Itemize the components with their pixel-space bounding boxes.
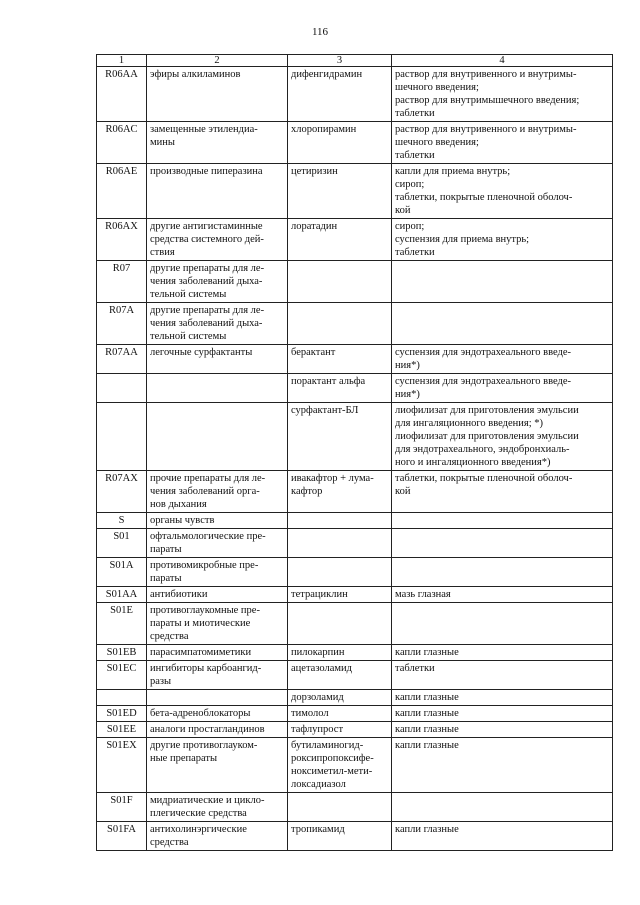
dosage-form-cell [392,706,613,722]
atc-code-cell-text: S01EB [106,647,137,658]
drug-name-cell-text: порактант альфа [291,376,366,387]
atc-code-cell-text: S01EC [106,663,137,674]
dosage-form-cell [392,513,613,529]
dosage-form-cell [392,261,613,303]
column-header: 3 [288,55,392,67]
group-name-cell-text: производные пиперазина [150,166,263,177]
drug-name-cell [288,374,392,403]
group-name-cell [147,219,288,261]
dosage-form-cell-text: суспензия для эндотрахеального введе- ния*) [395,347,572,371]
group-name-cell [147,661,288,690]
drug-name-cell-text: берактант [291,347,336,358]
dosage-form-cell-text: мазь глазная [395,589,451,600]
drug-name-cell-text: бутиламиногид- роксипропоксифе- ноксиметил-мети- локсадиазол [291,740,374,790]
group-name-cell [147,587,288,603]
table-row [97,345,613,374]
group-name-cell [147,738,288,793]
group-name-cell-text: антихолинэргические средства [150,824,247,848]
atc-code-cell-text: R07AA [105,347,138,358]
dosage-form-cell [392,122,613,164]
dosage-form-cell [392,645,613,661]
group-name-cell [147,722,288,738]
column-header: 1 [97,55,147,67]
atc-code-cell [97,374,147,403]
drug-name-cell [288,722,392,738]
drug-name-cell [288,529,392,558]
atc-code-cell [97,706,147,722]
table-row [97,822,613,851]
atc-code-cell-text: S01EE [106,724,137,735]
group-name-cell-text: другие препараты для ле- чения заболеваний дыха- тельной системы [150,305,265,342]
dosage-form-cell-text: таблетки, покрытые пленочной оболоч- кой [395,473,573,497]
group-name-cell [147,471,288,513]
drug-name-cell [288,603,392,645]
dosage-form-cell [392,403,613,471]
atc-code-cell [97,793,147,822]
column-header: 2 [147,55,288,67]
dosage-form-cell [392,219,613,261]
atc-code-cell [97,690,147,706]
atc-code-cell-text: R07 [112,263,131,274]
atc-code-cell [97,471,147,513]
group-name-cell [147,345,288,374]
drug-name-cell-text: хлоропирамин [291,124,357,135]
atc-code-cell-text: R06AX [105,221,138,232]
dosage-form-cell-text: капли глазные [395,647,459,658]
group-name-cell [147,513,288,529]
dosage-form-cell-text: лиофилизат для приготовления эмульсии для ингаляционного введения; *) лиофилизат для приготовления эмульсии для эндотрахеального, эндобронхиаль- ного и ингаляционного введения*) [395,405,579,468]
dosage-form-cell-text: капли глазные [395,708,459,719]
atc-code-cell [97,738,147,793]
group-name-cell [147,822,288,851]
dosage-form-cell-text: таблетки [395,663,435,674]
group-name-cell [147,303,288,345]
dosage-form-cell-text: капли глазные [395,692,459,703]
dosage-form-cell-text: раствор для внутривенного и внутримы- шечного введения; раствор для внутримышечного введения; таблетки [395,69,580,119]
atc-code-cell [97,303,147,345]
drug-name-cell [288,513,392,529]
group-name-cell-text: аналоги простагландинов [150,724,265,735]
table-row [97,374,613,403]
dosage-form-cell-text: капли глазные [395,824,459,835]
table-row [97,67,613,122]
atc-code-cell-text: S01ED [106,708,137,719]
group-name-cell [147,558,288,587]
dosage-form-cell-text: капли глазные [395,740,459,751]
drug-name-cell [288,345,392,374]
dosage-form-cell [392,822,613,851]
table-row [97,706,613,722]
table-row [97,558,613,587]
group-name-cell [147,645,288,661]
drug-name-cell-text: сурфактант-БЛ [291,405,359,416]
drug-name-cell-text: лоратадин [291,221,338,232]
group-name-cell [147,403,288,471]
dosage-form-cell [392,303,613,345]
atc-code-cell-text: S01F [110,795,133,806]
table-row [97,529,613,558]
dosage-form-cell [392,529,613,558]
dosage-form-cell [392,603,613,645]
dosage-form-cell-text: суспензия для эндотрахеального введе- ния*) [395,376,572,400]
table-header-row [97,55,613,67]
atc-code-cell [97,67,147,122]
drug-name-cell [288,661,392,690]
drug-name-cell [288,403,392,471]
atc-code-cell [97,722,147,738]
atc-code-cell-text: S01 [113,531,130,542]
group-name-cell-text: противомикробные пре- параты [150,560,259,584]
atc-code-cell [97,403,147,471]
atc-code-cell [97,558,147,587]
table-row [97,603,613,645]
group-name-cell-text: прочие препараты для ле- чения заболеваний орга- нов дыхания [150,473,266,510]
table-row [97,690,613,706]
table-row [97,513,613,529]
dosage-form-cell [392,793,613,822]
drug-name-cell [288,793,392,822]
group-name-cell [147,690,288,706]
table-row [97,793,613,822]
dosage-form-cell [392,587,613,603]
drug-name-cell-text: тафлупрост [291,724,344,735]
atc-code-cell [97,261,147,303]
group-name-cell [147,603,288,645]
group-name-cell [147,529,288,558]
table-row [97,303,613,345]
column-header: 4 [392,55,613,67]
group-name-cell-text: другие препараты для ле- чения заболеваний дыха- тельной системы [150,263,265,300]
dosage-form-cell [392,661,613,690]
drug-name-cell [288,587,392,603]
drug-name-cell [288,261,392,303]
dosage-form-cell-text: капли для приема внутрь; сироп; таблетки, покрытые пленочной оболоч- кой [395,166,573,216]
drug-name-cell-text: тимолол [291,708,329,719]
group-name-cell [147,122,288,164]
atc-code-cell [97,822,147,851]
atc-code-cell [97,122,147,164]
group-name-cell-text: антибиотики [150,589,208,600]
dosage-form-cell [392,471,613,513]
group-name-cell [147,261,288,303]
drug-classification-table [96,54,613,851]
atc-code-cell-text: S01EX [106,740,137,751]
table-body [97,67,613,851]
table-row [97,738,613,793]
group-name-cell-text: органы чувств [150,515,215,526]
atc-code-cell [97,645,147,661]
group-name-cell [147,67,288,122]
drug-name-cell [288,706,392,722]
dosage-form-cell [392,164,613,219]
drug-name-cell-text: тропикамид [291,824,345,835]
atc-code-cell [97,164,147,219]
drug-name-cell-text: дорзоламид [291,692,344,703]
atc-code-cell-text: S01A [109,560,134,571]
group-name-cell-text: легочные сурфактанты [150,347,253,358]
atc-code-cell [97,345,147,374]
dosage-form-cell [392,374,613,403]
atc-code-cell-text: S01AA [105,589,138,600]
atc-code-cell [97,513,147,529]
group-name-cell [147,164,288,219]
group-name-cell-text: парасимпатомиметики [150,647,252,658]
drug-name-cell [288,164,392,219]
dosage-form-cell-text: капли глазные [395,724,459,735]
table-row [97,122,613,164]
table-row [97,587,613,603]
drug-name-cell-text: ацетазоламид [291,663,353,674]
drug-name-cell-text: дифенгидрамин [291,69,363,80]
drug-name-cell-text: ивакафтор + лума- кафтор [291,473,374,497]
dosage-form-cell-text: раствор для внутривенного и внутримы- шечного введения; таблетки [395,124,577,161]
group-name-cell-text: мидриатические и цикло- плегические средства [150,795,265,819]
drug-name-cell-text: пилокарпин [291,647,345,658]
drug-name-cell [288,122,392,164]
atc-code-cell-text: R06AC [105,124,138,135]
drug-name-cell [288,822,392,851]
drug-name-cell [288,645,392,661]
table-row [97,645,613,661]
drug-name-cell-text: тетрациклин [291,589,348,600]
drug-name-cell [288,219,392,261]
drug-name-cell-text: цетиризин [291,166,338,177]
drug-name-cell [288,67,392,122]
atc-code-cell-text: R06AA [105,69,138,80]
drug-name-cell [288,471,392,513]
atc-code-cell-text: S01FA [107,824,136,835]
table-row [97,164,613,219]
table-row [97,219,613,261]
group-name-cell-text: замещенные этилендиа- мины [150,124,258,148]
group-name-cell-text: противоглаукомные пре- параты и миотические средства [150,605,260,642]
group-name-cell-text: другие противоглауком- ные препараты [150,740,258,764]
dosage-form-cell [392,345,613,374]
drug-name-cell [288,690,392,706]
dosage-form-cell [392,67,613,122]
table-row [97,261,613,303]
atc-code-cell-text: S [118,515,125,526]
table-row [97,722,613,738]
dosage-form-cell [392,722,613,738]
table-row [97,403,613,471]
dosage-form-cell [392,690,613,706]
group-name-cell [147,706,288,722]
atc-code-cell [97,529,147,558]
group-name-cell [147,374,288,403]
table-row [97,471,613,513]
atc-code-cell-text: S01E [110,605,133,616]
dosage-form-cell-text: сироп; суспензия для приема внутрь; таблетки [395,221,530,258]
atc-code-cell-text: R07A [108,305,135,316]
atc-code-cell [97,661,147,690]
group-name-cell-text: эфиры алкиламинов [150,69,241,80]
drug-name-cell [288,738,392,793]
drug-name-cell [288,303,392,345]
group-name-cell [147,793,288,822]
group-name-cell-text: другие антигистаминные средства системного дей- ствия [150,221,264,258]
group-name-cell-text: бета-адреноблокаторы [150,708,251,719]
group-name-cell-text: офтальмологические пре- параты [150,531,266,555]
table-row [97,661,613,690]
group-name-cell-text: ингибиторы карбоангид- разы [150,663,262,687]
atc-code-cell [97,603,147,645]
atc-code-cell [97,219,147,261]
dosage-form-cell [392,738,613,793]
dosage-form-cell [392,558,613,587]
atc-code-cell-text: R06AE [105,166,138,177]
atc-code-cell-text: R07AX [105,473,138,484]
atc-code-cell [97,587,147,603]
drug-name-cell [288,558,392,587]
page-number: 116 [311,26,329,38]
